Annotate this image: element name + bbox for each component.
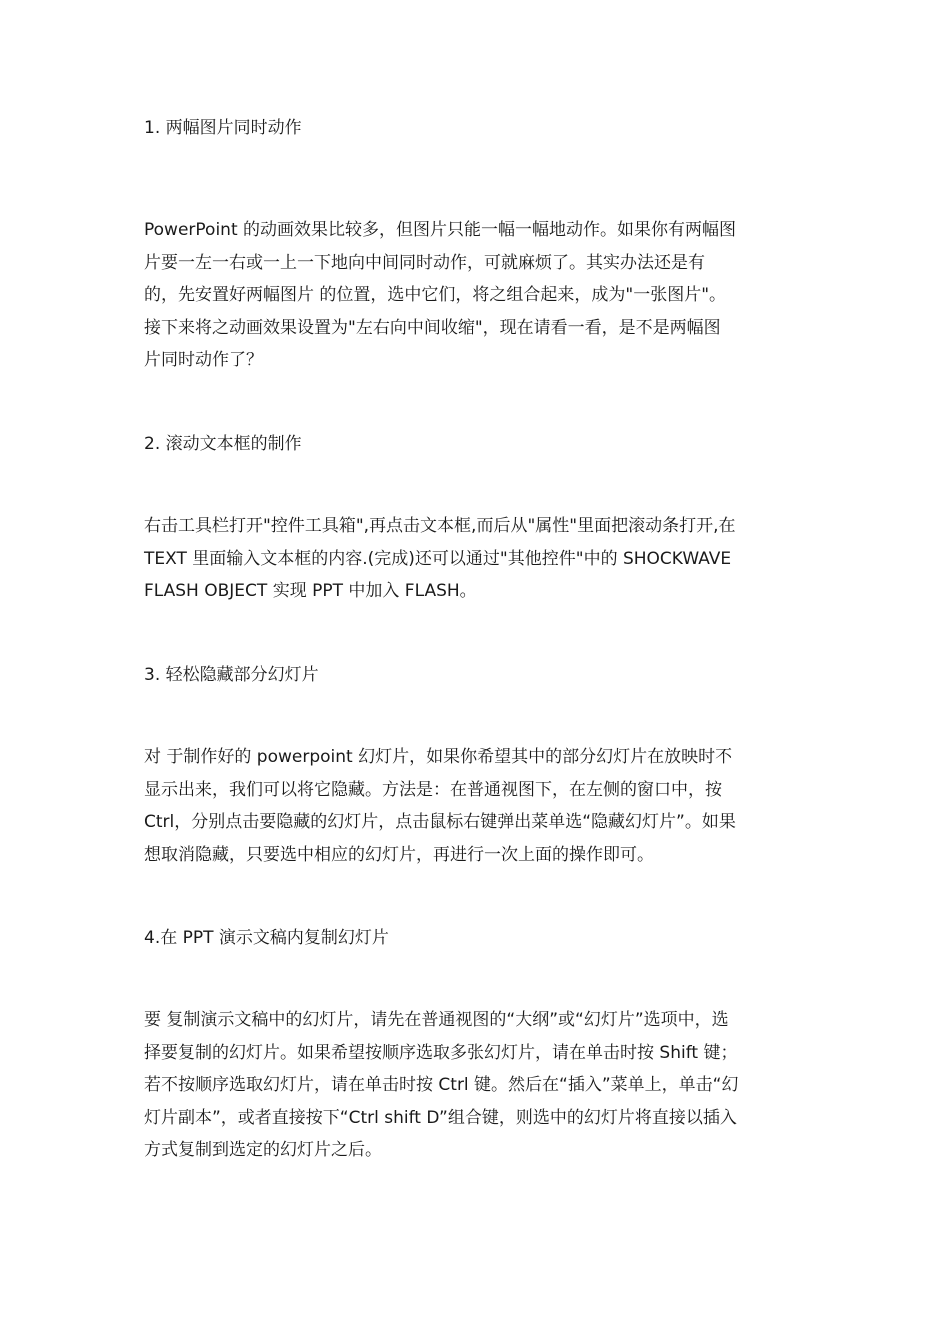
paragraph-line: 接下来将之动画效果设置为"左右向中间收缩"，现在请看一看，是不是两幅图 xyxy=(144,317,721,338)
section-4-paragraph xyxy=(144,1004,738,1167)
section-2-paragraph xyxy=(144,510,736,608)
paragraph-line: PowerPoint 的动画效果比较多，但图片只能一幅一幅地动作。如果你有两幅图 xyxy=(144,220,737,240)
section-3-paragraph xyxy=(144,741,736,871)
paragraph-line: 显示出来，我们可以将它隐藏。方法是：在普通视图下，在左侧的窗口中，按 xyxy=(144,779,722,800)
paragraph-line: TEXT 里面输入文本框的内容.(完成)还可以通过"其他控件"中的 SHOCKWAVE xyxy=(144,548,732,569)
paragraph-line: FLASH OBJECT 实现 PPT 中加入 FLASH。 xyxy=(144,581,477,601)
paragraph-line: 对 于制作好的 powerpoint 幻灯片，如果你希望其中的部分幻灯片在放映时不 xyxy=(144,747,733,767)
paragraph-line: 择要复制的幻灯片。如果希望按顺序选取多张幻灯片，请在单击时按 Shift 键； xyxy=(144,1042,738,1063)
paragraph-line: 若不按顺序选取幻灯片，请在单击时按 Ctrl 键。然后在“插入”菜单上，单击“幻 xyxy=(144,1075,739,1095)
section-4-heading: 4.在 PPT 演示文稿内复制幻灯片 xyxy=(144,928,389,948)
paragraph-line: 方式复制到选定的幻灯片之后。 xyxy=(144,1140,382,1160)
paragraph-line: 的，先安置好两幅图片 的位置，选中它们，将之组合起来，成为"一张图片"。 xyxy=(144,285,727,305)
paragraph-line: 要 复制演示文稿中的幻灯片，请先在普通视图的“大纲”或“幻灯片”选项中，选 xyxy=(144,1010,729,1030)
section-1-heading: 1. 两幅图片同时动作 xyxy=(144,118,302,138)
section-3-heading: 3. 轻松隐藏部分幻灯片 xyxy=(144,665,319,685)
paragraph-line: Ctrl，分别点击要隐藏的幻灯片，点击鼠标右键弹出菜单选“隐藏幻灯片”。如果 xyxy=(144,812,736,832)
paragraph-line: 灯片副本”，或者直接按下“Ctrl shift D”组合键，则选中的幻灯片将直接以插入 xyxy=(144,1107,737,1128)
paragraph-line: 想取消隐藏，只要选中相应的幻灯片，再进行一次上面的操作即可。 xyxy=(144,844,654,865)
paragraph-line: 片要一左一右或一上一下地向中间同时动作，可就麻烦了。其实办法还是有 xyxy=(144,252,705,273)
section-2-heading: 2. 滚动文本框的制作 xyxy=(144,434,302,454)
section-1-paragraph xyxy=(144,214,736,377)
paragraph-line: 片同时动作了？ xyxy=(144,350,263,370)
paragraph-line: 右击工具栏打开"控件工具箱",再点击文本框,而后从"属性"里面把滚动条打开,在 xyxy=(144,516,736,536)
